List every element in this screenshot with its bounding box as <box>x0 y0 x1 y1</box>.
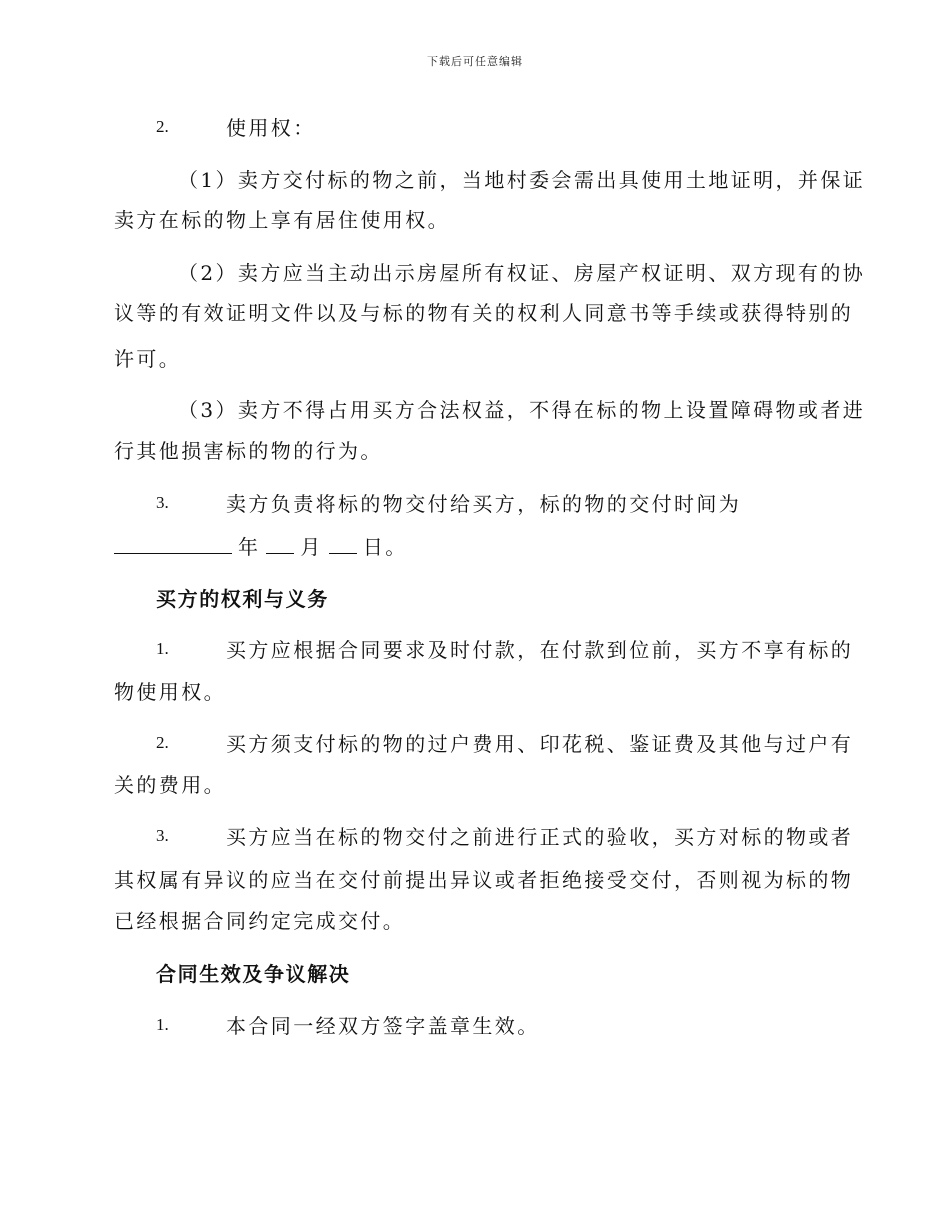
paragraph-line: 卖方在标的物上享有居住使用权。 <box>114 208 450 232</box>
item-text: 卖方负责将标的物交付给买方，标的物的交付时间为 <box>226 492 742 516</box>
item-text: 买方应根据合同要求及时付款，在付款到位前，买方不享有标的 <box>226 638 854 662</box>
paragraph-line: （2）卖方应当主动出示房屋所有权证、房屋产权证明、双方现有的协 <box>178 261 866 285</box>
paragraph-line: （1）卖方交付标的物之前，当地村委会需出具使用土地证明，并保证 <box>178 168 866 192</box>
item-text: 买方应当在标的物交付之前进行正式的验收，买方对标的物或者 <box>226 825 854 849</box>
blank-field <box>329 535 357 554</box>
paragraph-line: 议等的有效证明文件以及与标的物有关的权利人同意书等手续或获得特别的 <box>114 301 854 325</box>
paragraph-line: 已经根据合同约定完成交付。 <box>114 909 406 933</box>
date-fill-line <box>114 533 408 561</box>
item-number: 3. <box>156 826 169 845</box>
item-number: 2. <box>156 117 169 136</box>
section-heading: 合同生效及争议解决 <box>156 962 351 986</box>
item-number: 3. <box>156 493 169 512</box>
item-number: 1. <box>156 639 169 658</box>
paragraph-line: 关的费用。 <box>114 773 226 797</box>
item-text: 使用权： <box>226 116 316 140</box>
section-heading: 买方的权利与义务 <box>156 587 329 611</box>
item-number: 1. <box>156 1015 169 1034</box>
month-label: 月 <box>300 535 323 559</box>
item-number: 2. <box>156 733 169 752</box>
blank-field <box>114 535 232 554</box>
paragraph-line: 许可。 <box>114 347 182 371</box>
blank-field <box>266 535 294 554</box>
paragraph-line: 行其他损害标的物的行为。 <box>114 439 383 463</box>
day-label: 日。 <box>362 535 408 559</box>
paragraph-line: 物使用权。 <box>114 680 226 704</box>
paragraph-line: 其权属有异议的应当在交付前提出异议或者拒绝接受交付，否则视为标的物 <box>114 868 854 892</box>
paragraph-line: （3）卖方不得占用买方合法权益，不得在标的物上设置障碍物或者进 <box>178 398 866 422</box>
year-label: 年 <box>238 535 261 559</box>
item-text: 本合同一经双方签字盖章生效。 <box>226 1014 540 1038</box>
page-header: 下载后可任意编辑 <box>427 55 523 68</box>
item-text: 买方须支付标的物的过户费用、印花税、鉴证费及其他与过户有 <box>226 732 854 756</box>
